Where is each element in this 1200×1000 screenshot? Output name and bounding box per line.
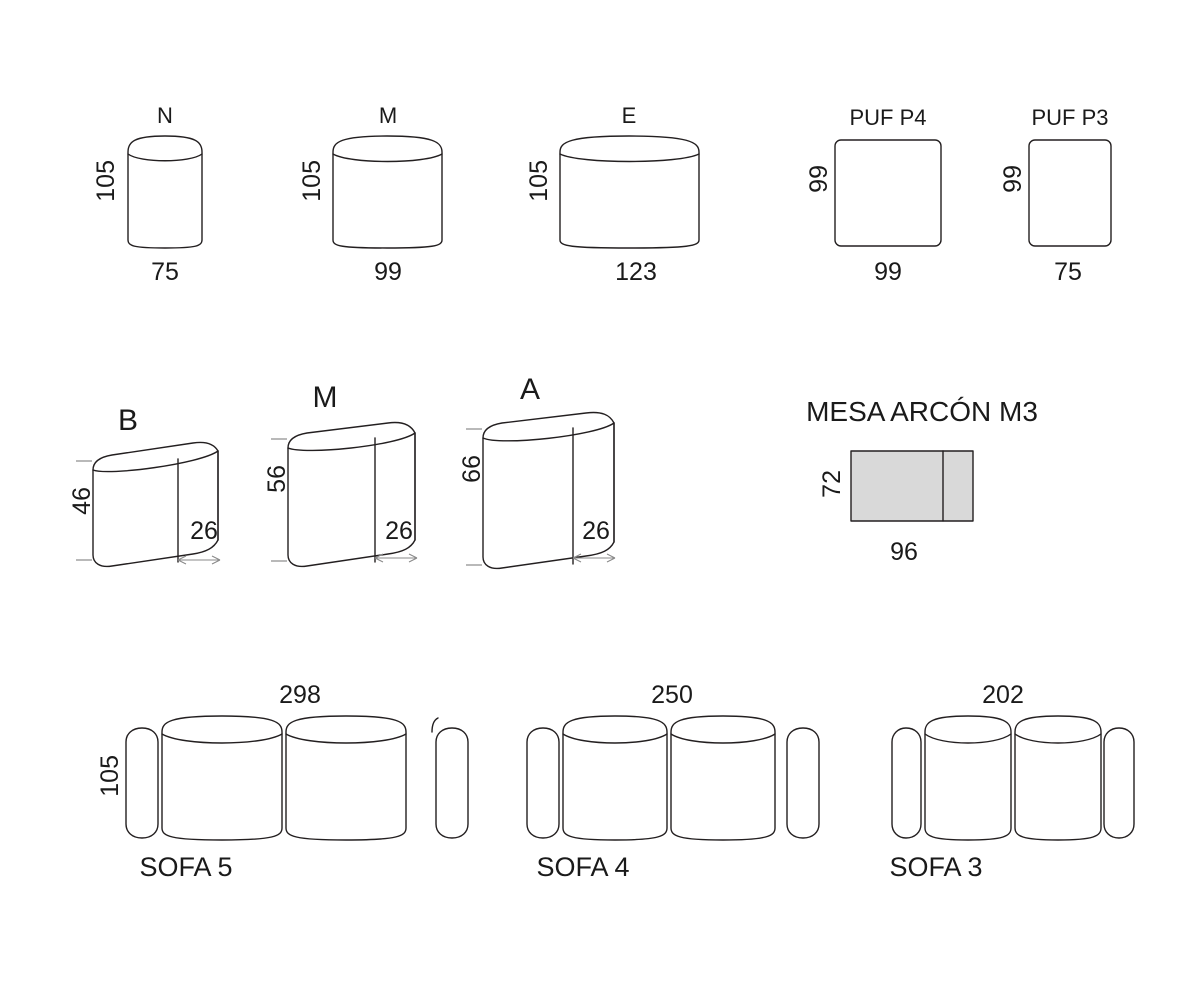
puf-p3-label: PUF P3 — [1031, 105, 1109, 130]
sofa-3-width: 202 — [982, 681, 1024, 709]
sofa-5-label: SOFA 5 — [139, 852, 233, 882]
mesa-arcon-height: 72 — [818, 470, 846, 498]
armrest-m-label: M — [312, 381, 338, 414]
module-n-width: 75 — [151, 258, 179, 286]
puf-p3 — [1027, 138, 1113, 248]
puf-p3-width: 75 — [1054, 258, 1082, 286]
module-m-shape — [325, 130, 450, 250]
armrest-a-height: 66 — [458, 455, 486, 483]
module-e — [552, 130, 707, 250]
armrest-b-label: B — [117, 404, 139, 437]
sofa-4-shape — [523, 712, 823, 847]
sofa-4-width: 250 — [651, 681, 693, 709]
module-n-height: 105 — [92, 160, 120, 202]
mesa-arcon-top-view — [850, 450, 974, 522]
puf-p3-height: 99 — [999, 165, 1027, 193]
sofa-4 — [523, 712, 823, 847]
armrest-b — [88, 440, 248, 585]
module-e-height: 105 — [525, 160, 553, 202]
armrest-m — [283, 420, 443, 585]
armrest-a-shape — [478, 410, 643, 588]
module-m-width: 99 — [374, 258, 402, 286]
sofa-3-shape — [888, 712, 1138, 847]
module-e-shape — [552, 130, 707, 250]
puf-p4-width: 99 — [874, 258, 902, 286]
module-n-label: N — [157, 103, 173, 128]
module-m-height: 105 — [298, 160, 326, 202]
sofa-5 — [122, 712, 472, 847]
armrest-m-height-dim — [271, 436, 289, 564]
armrest-b-depth-dim — [176, 550, 222, 570]
armrest-b-depth: 26 — [190, 517, 218, 545]
mesa-arcon-width: 96 — [890, 538, 918, 566]
puf-p4 — [833, 138, 943, 248]
puf-p4-height: 99 — [805, 165, 833, 193]
module-m-label: M — [378, 103, 398, 128]
puf-p3-shape — [1027, 138, 1113, 248]
module-m — [325, 130, 450, 250]
armrest-a — [478, 410, 643, 588]
sofa-4-label: SOFA 4 — [536, 852, 630, 882]
armrest-m-depth: 26 — [385, 517, 413, 545]
armrest-m-shape — [283, 420, 443, 585]
mesa-arcon-label: MESA ARCÓN M3 — [806, 396, 1038, 427]
module-e-label: E — [621, 103, 637, 128]
armrest-b-shape — [88, 440, 248, 585]
module-n-shape — [120, 130, 210, 250]
armrest-m-height: 56 — [263, 465, 291, 493]
armrest-b-height: 46 — [68, 487, 96, 515]
armrest-a-depth-dim — [571, 548, 617, 568]
sofa-5-shape — [122, 712, 472, 847]
puf-p4-label: PUF P4 — [849, 105, 927, 130]
sofa-3-label: SOFA 3 — [889, 852, 983, 882]
puf-p4-shape — [833, 138, 943, 248]
armrest-a-label: A — [519, 373, 541, 406]
armrest-a-height-dim — [466, 426, 484, 568]
mesa-arcon-shape — [850, 450, 974, 522]
module-n — [120, 130, 210, 250]
module-e-width: 123 — [615, 258, 657, 286]
sofa-5-depth: 105 — [96, 755, 124, 797]
armrest-a-depth: 26 — [582, 517, 610, 545]
sofa-3 — [888, 712, 1138, 847]
armrest-m-depth-dim — [373, 548, 419, 568]
sofa-5-width: 298 — [279, 681, 321, 709]
